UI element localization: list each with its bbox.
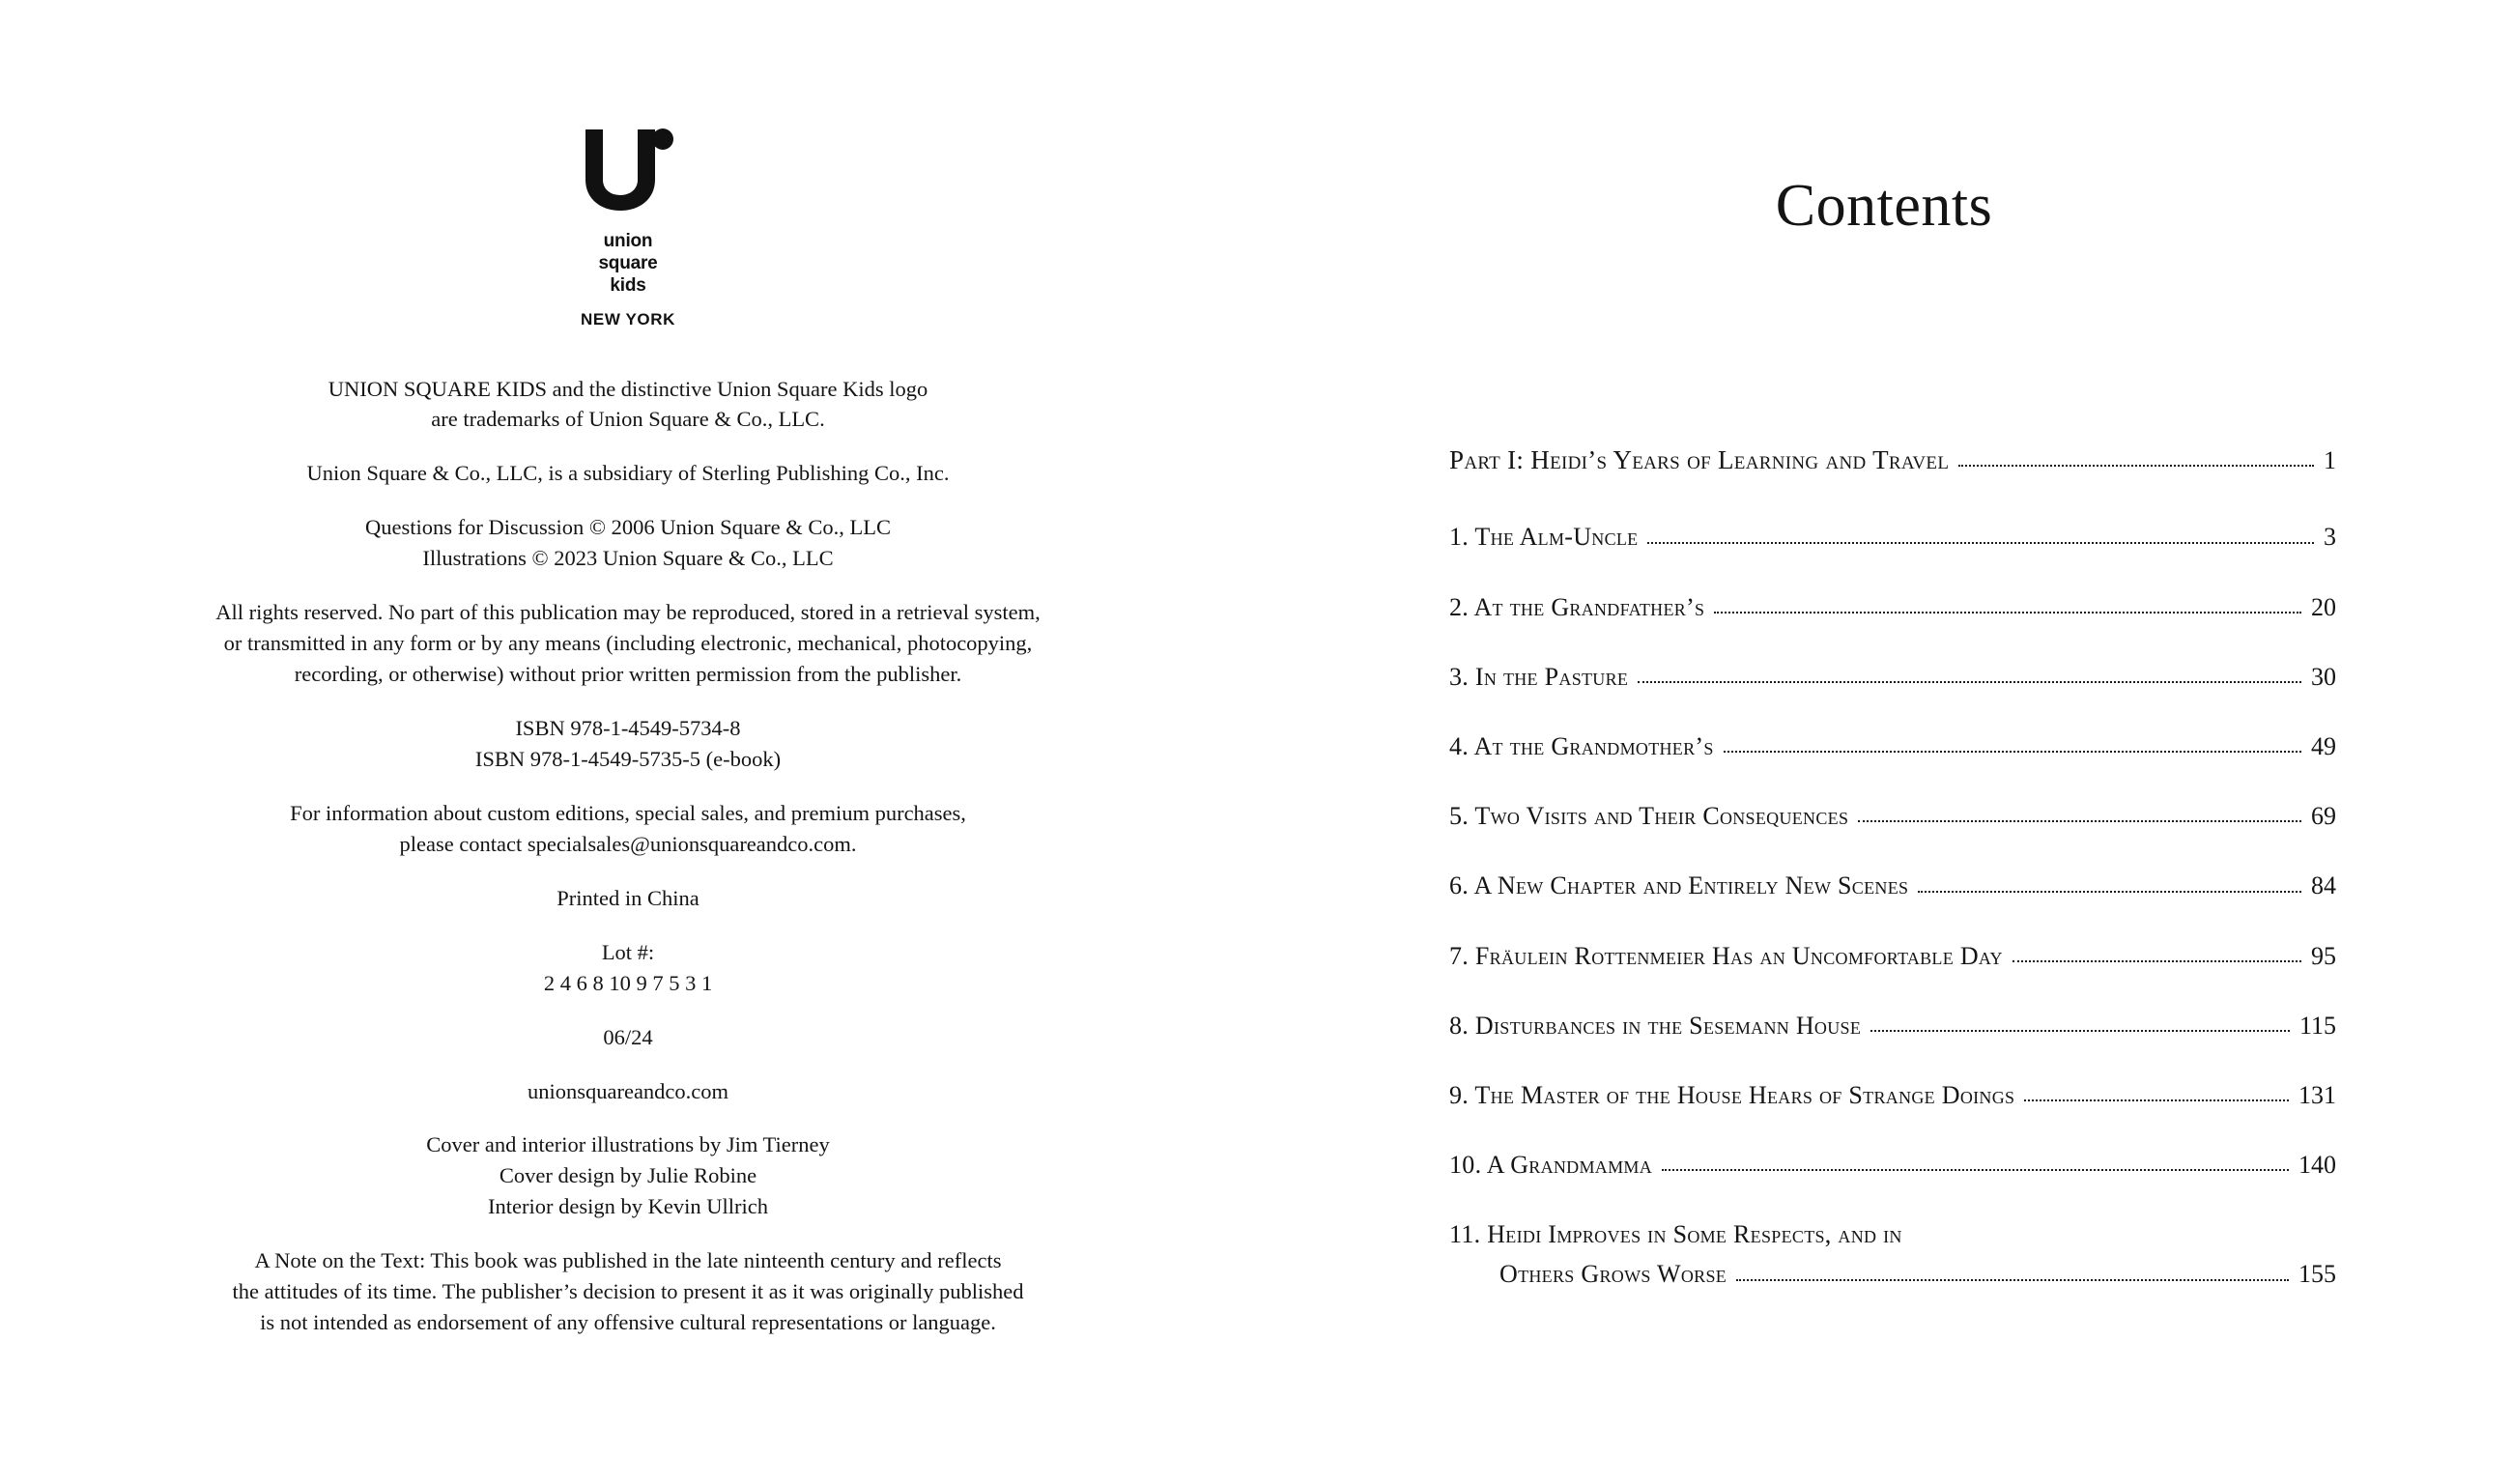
- toc-entry-page: 69: [2311, 802, 2336, 831]
- copyright-paragraph: For information about custom editions, special sales, and premium purchases, please contact specialsales@unionsquareandco.com.: [290, 800, 966, 856]
- union-square-kids-logo-icon: [576, 124, 680, 216]
- toc-leader: [1714, 611, 2301, 614]
- copyright-paragraph: All rights reserved. No part of this publication may be reproduced, stored in a retrieval system, or transmitted in any form or by any means (including electronic, mechanical, photocopying, recording, or otherwise) without prior written permission from the publisher.: [215, 600, 1041, 687]
- logo-city: NEW YORK: [581, 309, 675, 328]
- copyright-block: [0, 124, 1256, 1338]
- toc-entry[interactable]: [1449, 801, 2336, 831]
- toc-leader: [1724, 750, 2301, 753]
- toc-leader: [2012, 959, 2301, 962]
- toc-entry-page: 1: [2324, 446, 2336, 475]
- website-paragraph: unionsquareandco.com: [527, 1078, 729, 1103]
- toc-entry-page: 95: [2311, 941, 2336, 970]
- toc-leader: [1858, 819, 2301, 822]
- toc-part-entry[interactable]: [1449, 444, 2336, 475]
- note-on-text-paragraph: A Note on the Text: This book was published in the late ninteenth century and reflects the attitudes of its time. The publisher’s decision to present it as it was originally published is not intended as endorsement of any offensive cultural representations or language.: [232, 1248, 1024, 1335]
- lot-number-paragraph: Lot #: 2 4 6 8 10 9 7 5 3 1: [543, 939, 713, 995]
- toc-entry[interactable]: [1449, 522, 2336, 552]
- toc-leader: [2024, 1099, 2289, 1101]
- toc-entry-line2: [1449, 1259, 2336, 1289]
- toc-entry-label-line2: Others Grows Worse: [1499, 1260, 1727, 1289]
- printed-in-paragraph: Printed in China: [557, 885, 699, 910]
- toc-entry-page: 49: [2311, 731, 2336, 760]
- toc-entry-label: 6. A New Chapter and Entirely New Scenes: [1449, 871, 1909, 900]
- toc-entry[interactable]: [1449, 941, 2336, 971]
- toc-entry-label: 7. Fräulein Rottenmeier Has an Uncomfortable Day: [1449, 941, 2003, 970]
- toc-entry-label: Part I: Heidi’s Years of Learning and Travel: [1449, 445, 1950, 474]
- toc-entry-label: 1. The Alm-Uncle: [1449, 523, 1639, 552]
- toc-entry[interactable]: [1449, 662, 2336, 692]
- toc-entry-label-line1: 11. Heidi Improves in Some Respects, and in: [1449, 1220, 1902, 1249]
- toc-leader: [1647, 541, 2314, 544]
- logo-wordmark: union square kids: [598, 231, 658, 297]
- toc-entry[interactable]: [1449, 592, 2336, 622]
- toc-entry-page: 3: [2324, 523, 2336, 552]
- toc-entry-label: 8. Disturbances in the Sesemann House: [1449, 1011, 1862, 1040]
- toc-entry-label: 5. Two Visits and Their Consequences: [1449, 802, 1849, 831]
- copyright-paragraph: UNION SQUARE KIDS and the distinctive Union Square Kids logo are trademarks of Union Square & Co., LLC.: [328, 376, 928, 432]
- toc-entry-page: 115: [2298, 1011, 2336, 1040]
- copyright-paragraph: Union Square & Co., LLC, is a subsidiary of Sterling Publishing Co., Inc.: [306, 461, 950, 486]
- contents-page: [1256, 0, 2512, 1484]
- toc-entry-page: 20: [2311, 592, 2336, 621]
- toc-leader: [1958, 464, 2314, 467]
- toc-entry-label: 10. A Grandmamma: [1449, 1151, 1652, 1180]
- toc-entry-label: 4. At the Grandmother’s: [1449, 731, 1714, 760]
- toc-entry[interactable]: [1449, 870, 2336, 900]
- toc-entry-page: 84: [2311, 871, 2336, 900]
- toc-entry-page: 140: [2298, 1151, 2336, 1180]
- publisher-logo: [531, 124, 725, 329]
- print-date-paragraph: 06/24: [603, 1024, 653, 1049]
- toc-entry[interactable]: [1449, 1011, 2336, 1041]
- toc-entry[interactable]: [1449, 1150, 2336, 1180]
- toc-entry-label: 3. In the Pasture: [1449, 662, 1629, 691]
- toc-entry-label: 9. The Master of the House Hears of Strange Doings: [1449, 1080, 2015, 1109]
- toc-entry-label: 2. At the Grandfather’s: [1449, 592, 1705, 621]
- credits-paragraph: Cover and interior illustrations by Jim Tierney Cover design by Julie Robine Interior design by Kevin Ullrich: [426, 1132, 830, 1219]
- toc-entry[interactable]: [1449, 1080, 2336, 1110]
- table-of-contents: [1449, 444, 2336, 1290]
- toc-leader: [1918, 890, 2301, 893]
- isbn-paragraph: ISBN 978-1-4549-5734-8 ISBN 978-1-4549-5735-5 (e-book): [474, 716, 782, 771]
- toc-leader: [1638, 680, 2301, 683]
- toc-entry[interactable]: [1449, 731, 2336, 761]
- imprint-text: [155, 329, 1101, 1339]
- copyright-paragraph: Questions for Discussion © 2006 Union Square & Co., LLC Illustrations © 2023 Union Square & Co., LLC: [365, 515, 891, 571]
- toc-leader: [1662, 1168, 2289, 1171]
- toc-entry-page: 30: [2311, 662, 2336, 691]
- toc-leader: [1736, 1278, 2289, 1281]
- page-title: Contents: [1775, 173, 1993, 239]
- toc-entry-page: 131: [2298, 1080, 2336, 1109]
- toc-entry-page: 155: [2298, 1260, 2336, 1289]
- toc-entry[interactable]: [1449, 1219, 2336, 1289]
- toc-leader: [1870, 1029, 2290, 1032]
